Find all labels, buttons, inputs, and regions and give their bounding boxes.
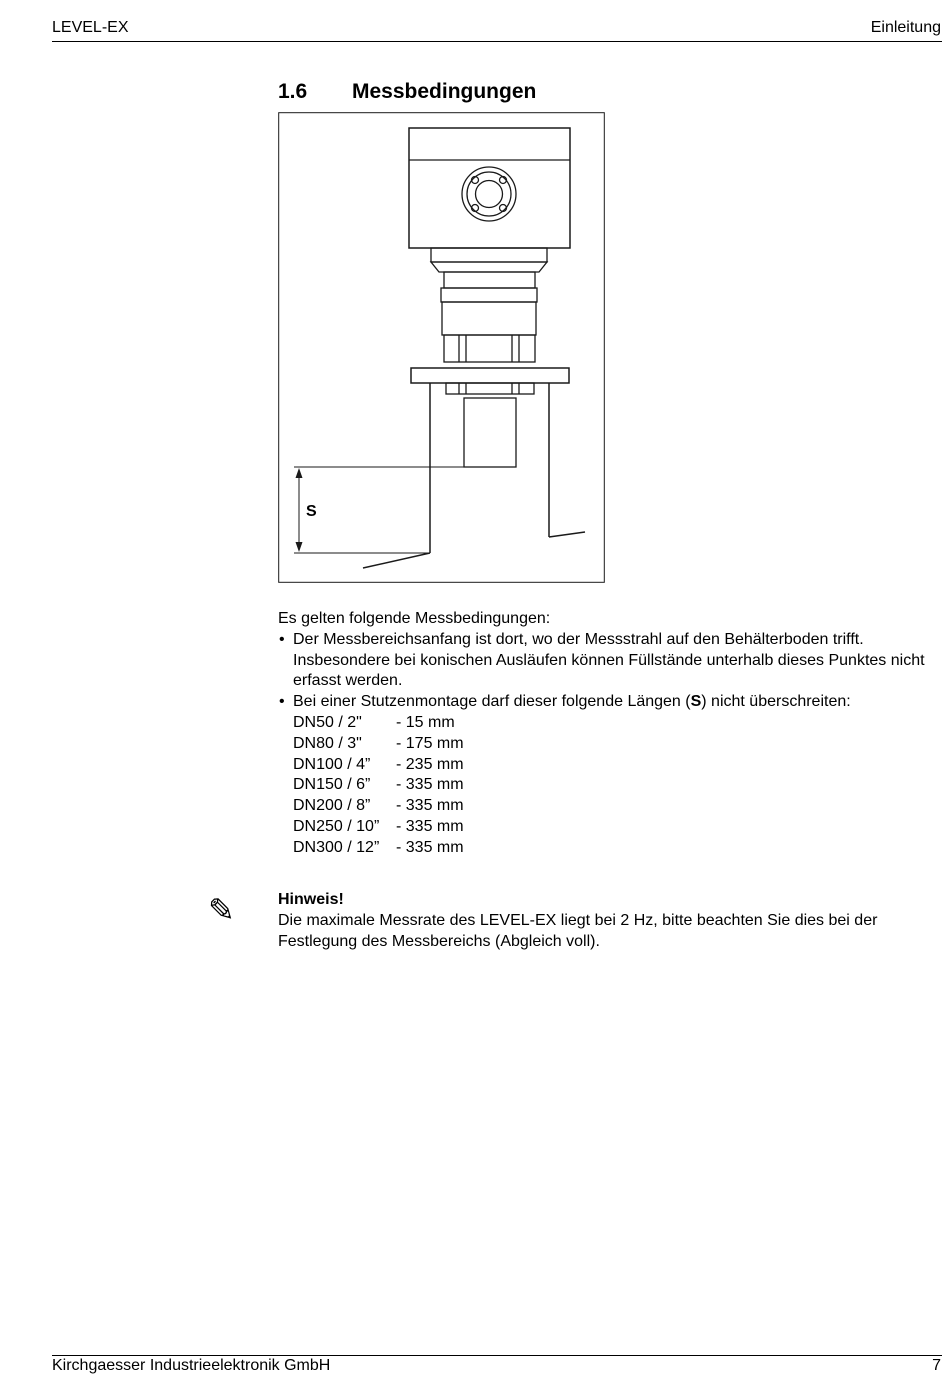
footer-company: Kirchgaesser Industrieelektronik GmbH: [52, 1357, 331, 1374]
max-length: - 235 mm: [396, 755, 464, 773]
table-row: [293, 713, 464, 734]
max-length: - 335 mm: [396, 838, 464, 856]
table-row: [293, 755, 464, 776]
nominal-size: DN50 / 2": [293, 713, 362, 731]
max-length: - 335 mm: [396, 817, 464, 835]
bullet-text-range-start: Der Messbereichsanfang ist dort, wo der Messstrahl auf den Behälterboden trifft. Insbesondere bei konischen Ausläufen können Füllstände unterhalb dieses Punktes nicht erfasst werden.: [293, 630, 925, 690]
section-title: Messbedingungen: [352, 80, 537, 103]
table-row: [293, 734, 464, 755]
header-rule: [52, 41, 942, 42]
nominal-size: DN150 / 6”: [293, 776, 371, 794]
nozzle-length-table: [293, 713, 464, 859]
sensor-mounting-figure: [278, 112, 605, 583]
nominal-size: DN300 / 12”: [293, 838, 380, 856]
list-item: [278, 630, 950, 692]
intro-text: Es gelten folgende Messbedingungen:: [278, 610, 551, 627]
bullet-symbol: •: [279, 693, 285, 711]
nominal-size: DN250 / 10”: [293, 817, 380, 835]
header-chapter-name: Einleitung: [870, 19, 941, 36]
max-length: - 175 mm: [396, 734, 464, 752]
dimension-label-s: S: [306, 503, 317, 520]
measurement-conditions-text: [278, 609, 950, 859]
nominal-size: DN80 / 3": [293, 734, 362, 752]
note-block: [278, 889, 950, 952]
table-row: [293, 775, 464, 796]
header-product-name: LEVEL-EX: [52, 19, 129, 36]
bullet-symbol: •: [279, 630, 285, 648]
nominal-size: DN200 / 8”: [293, 797, 371, 815]
footer-rule: [52, 1355, 942, 1356]
max-length: - 335 mm: [396, 776, 464, 794]
max-length: - 335 mm: [396, 797, 464, 815]
section-number: 1.6: [278, 80, 308, 103]
bullet-text-s: S: [690, 693, 702, 711]
page-number: 7: [932, 1357, 941, 1374]
bullet-text-nozzle-start: Bei einer Stutzenmontage darf dieser folgende Längen (: [293, 693, 691, 711]
table-row: [293, 838, 464, 859]
note-title: Hinweis!: [278, 891, 344, 908]
bullet-text-nozzle-end: ) nicht überschreiten:: [701, 693, 851, 711]
table-row: [293, 817, 464, 838]
list-item: [278, 692, 950, 713]
nominal-size: DN100 / 4”: [293, 755, 371, 773]
note-text: Die maximale Messrate des LEVEL-EX liegt bei 2 Hz, bitte beachten Sie dies bei der Festlegung des Messbereichs (Abgleich voll).: [278, 912, 878, 950]
max-length: - 15 mm: [396, 713, 455, 731]
sensor-drawing: [278, 112, 605, 583]
table-row: [293, 796, 464, 817]
pencil-icon: ✎: [208, 892, 235, 928]
